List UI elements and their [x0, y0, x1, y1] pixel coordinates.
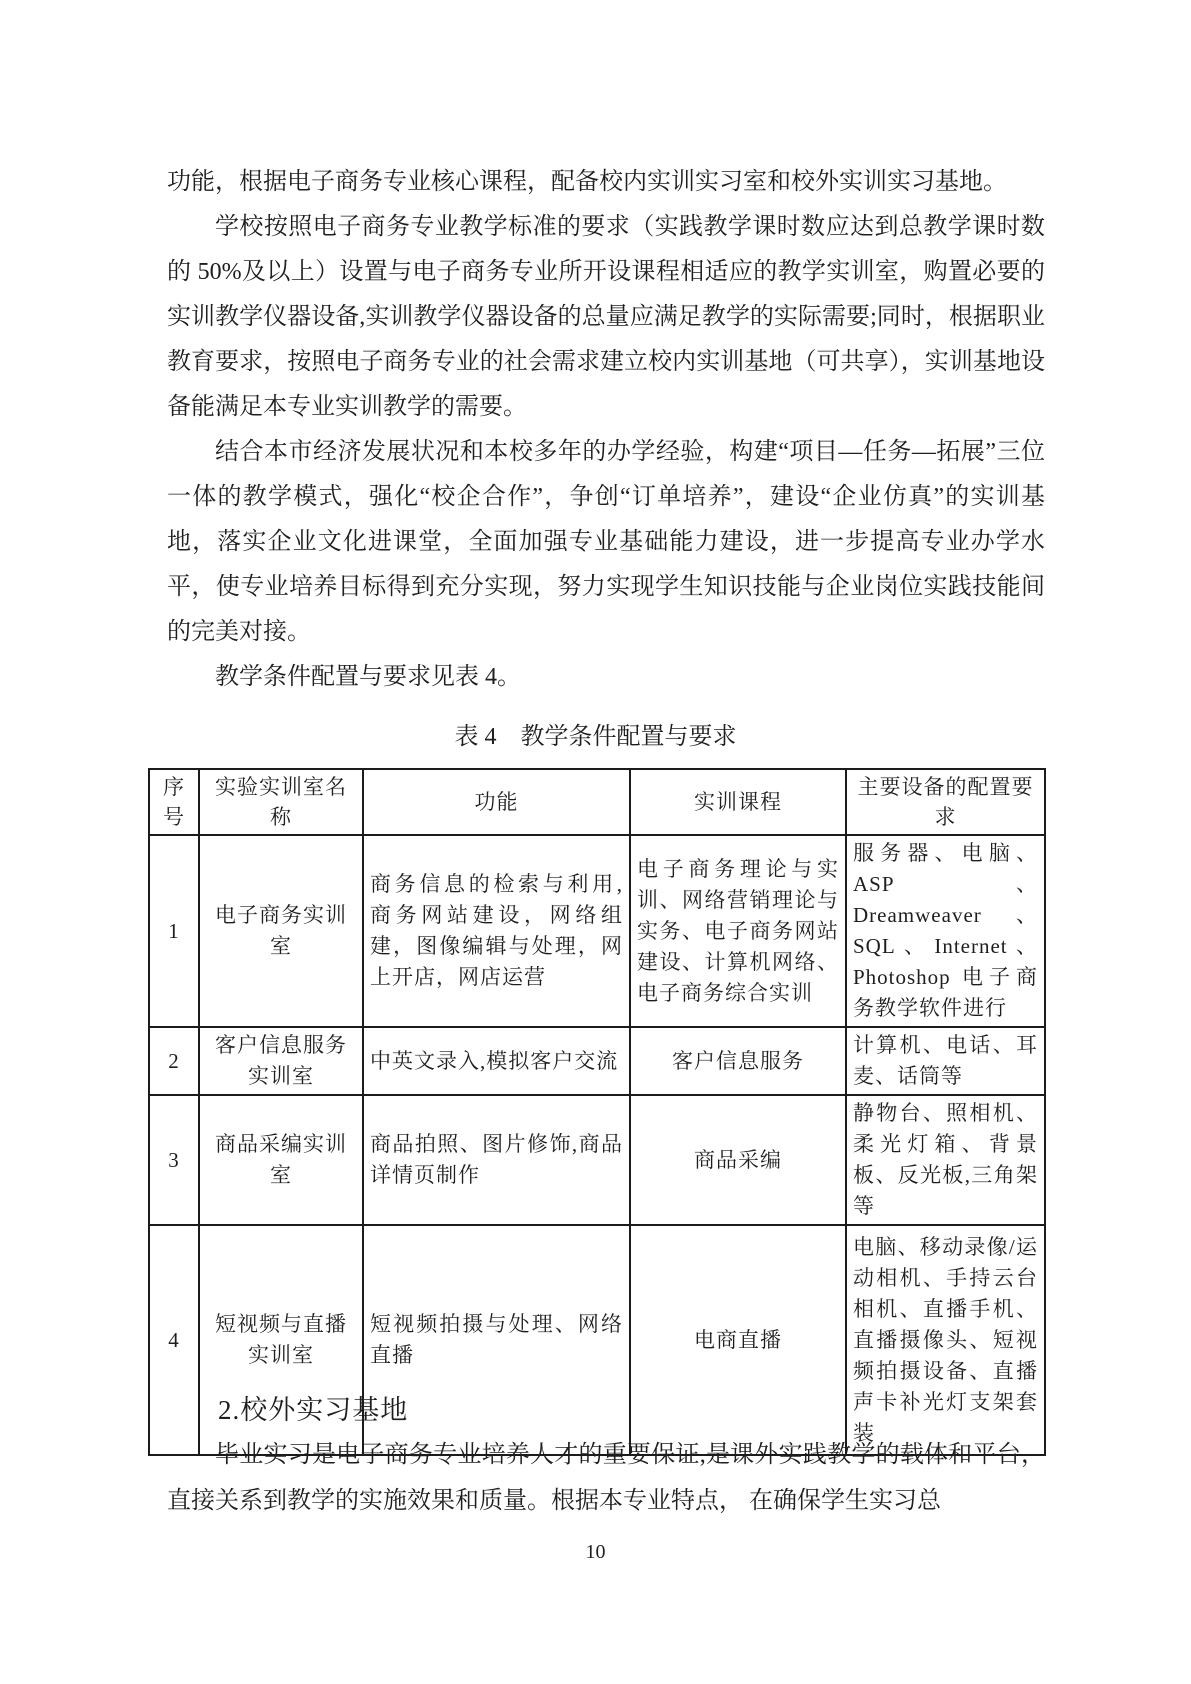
body-paragraph-table-reference: 教学条件配置与要求见表 4。 [215, 664, 521, 690]
body-paragraph: 毕业实习是电子商务专业培养人才的重要保证,是课外实践教学的载体和平台，直接关系到教学的实施效果和质量。根据本专业特点， 在确保学生实习总 [167, 1442, 1045, 1514]
section-heading: 2.校外实习基地 [218, 1395, 409, 1425]
cell-equipment: 电脑、移动录像/运动相机、手持云台相机、直播手机、直播摄像头、短视频拍摄设备、直播声卡补光灯支架套装 [846, 1225, 1045, 1455]
cell-room-name: 商品采编实训室 [199, 1095, 363, 1225]
cell-courses: 电子商务理论与实训、网络营销理论与实务、电子商务网站建设、计算机网络、电子商务综合实训 [630, 835, 846, 1027]
cell-function: 商务信息的检索与利用, 商务网站建设，网络组建，图像编辑与处理，网上开店，网店运营 [363, 835, 630, 1027]
table-row [149, 1095, 1045, 1225]
cell-no: 4 [149, 1225, 199, 1455]
body-paragraph-continuation: 功能，根据电子商务专业核心课程，配备校内实训实习室和校外实训实习基地。 [167, 169, 1007, 195]
cell-equipment: 服务器、电脑、ASP、Dreamweaver、SQL、Internet、Photoshop 电子商务教学软件进行 [846, 835, 1045, 1027]
table-header-row [149, 769, 1045, 835]
top-text-block [167, 160, 1045, 700]
bottom-text-block [167, 1432, 1045, 1524]
table-row [149, 835, 1045, 1027]
cell-equipment: 静物台、照相机、柔光灯箱、背景板、反光板,三角架等 [846, 1095, 1045, 1225]
cell-room-name: 短视频与直播实训室 [199, 1225, 363, 1455]
column-header-no: 序号 [149, 769, 199, 835]
column-header-courses: 实训课程 [630, 769, 846, 835]
cell-room-name: 客户信息服务实训室 [199, 1027, 363, 1095]
cell-function: 商品拍照、图片修饰,商品详情页制作 [363, 1095, 630, 1225]
table-row [149, 1027, 1045, 1095]
cell-no: 2 [149, 1027, 199, 1095]
cell-equipment: 计算机、电话、耳麦、话筒等 [846, 1027, 1045, 1095]
cell-courses: 电商直播 [630, 1225, 846, 1455]
cell-courses: 客户信息服务 [630, 1027, 846, 1095]
cell-function: 短视频拍摄与处理、网络直播 [363, 1225, 630, 1455]
training-rooms-table [148, 768, 1046, 1456]
cell-no: 3 [149, 1095, 199, 1225]
column-header-equipment: 主要设备的配置要求 [846, 769, 1045, 835]
page-number: 10 [585, 1541, 606, 1563]
cell-no: 1 [149, 835, 199, 1027]
cell-function: 中英文录入,模拟客户交流 [363, 1027, 630, 1095]
column-header-room-name: 实验实训室名称 [199, 769, 363, 835]
cell-courses: 商品采编 [630, 1095, 846, 1225]
body-paragraph: 学校按照电子商务专业教学标准的要求（实践教学课时数应达到总教学课时数的 50%及以上）设置与电子商务专业所开设课程相适应的教学实训室，购置必要的实训教学仪器设备,实训教学仪器设备的总量应满足教学的实际需要;同时，根据职业教育要求，按照电子商务专业的社会需求建立校内实训基地（可共享），实训基地设备能满足本专业实训教学的需要。 [167, 214, 1045, 420]
cell-room-name: 电子商务实训室 [199, 835, 363, 1027]
table-caption: 表 4 教学条件配置与要求 [454, 724, 737, 750]
body-paragraph: 结合本市经济发展状况和本校多年的办学经验，构建“项目—任务—拓展”三位一体的教学模式，强化“校企合作”，争创“订单培养”，建设“企业仿真”的实训基地，落实企业文化进课堂，全面加强专业基础能力建设，进一步提高专业办学水平，使专业培养目标得到充分实现，努力实现学生知识技能与企业岗位实践技能间的完美对接。 [167, 439, 1045, 645]
column-header-function: 功能 [363, 769, 630, 835]
